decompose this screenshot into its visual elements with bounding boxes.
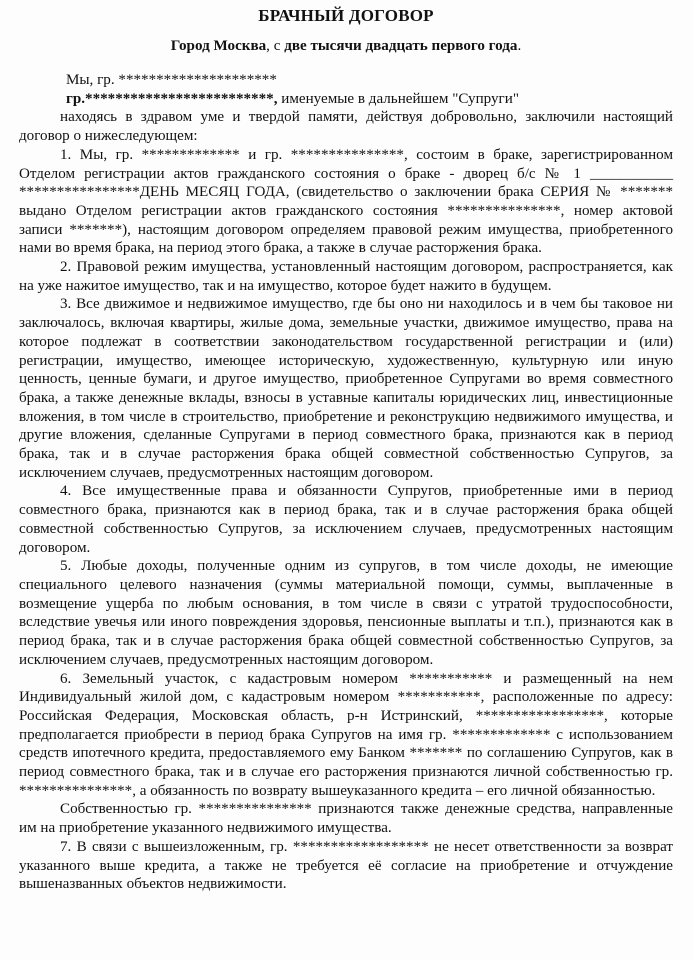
intro-paragraph: находясь в здравом уме и твердой памяти, действуя добровольно, заключили настоящий договор о нижеследующем: [19, 109, 673, 145]
clause-4: 4. Все имущественные права и обязанности Супругов, приобретенные ими в период совместного брака, признаются как в период брака, так и в случае расторжения брака общей совместной собственностью Супругов, за исключением случаев, предусмотренных настоящим договором. [19, 483, 673, 556]
date: две тысячи двадцать первого года [284, 38, 518, 54]
intro-parties-defined: именуемые в дальнейшем "Супруги" [277, 90, 519, 107]
date-end: . [517, 38, 522, 54]
clause-6-addendum: Собственностью гр. *************** признаются также денежные средства, направленные им на приобретение указанного недвижимого имущества. [19, 801, 673, 837]
clause-3: 3. Все движимое и недвижимое имущество, где бы оно ни находилось и в чем бы таковое ни заключалось, включая квартиры, жилые дома, земельные участки, движимое имущество, права на которое подлежат в соответствии законодательством государственной регистрации и (или) регистрации, имущество, имеющее историческую, художественную, культурную или иную ценность, ценные бумаги, и другое имущество, приобретенное Супругами во время совместного брака, а также денежные вклады, взносы в уставные капиталы юридических лиц, инвестиционные вложения, в том числе в строительство, приобретение и реконструкцию недвижимого имущества, и другие вложения, сделанные Супругами в период совместного брака, признаются как в период брака, так и в случае расторжения брака общей совместной собственностью Супругов, за исключением случаев, предусмотренных настоящим договором. [19, 296, 673, 481]
date-separator: , с [266, 38, 285, 54]
document-title: БРАЧНЫЙ ДОГОВОР [258, 6, 434, 25]
clause-2: 2. Правовой режим имущества, установленный настоящим договором, распространяется, как на уже нажитое имущество, так и на имущество, которое будет нажито в будущем. [19, 259, 673, 294]
clause-5: 5. Любые доходы, полученные одним из супругов, в том числе доходы, не имеющие специального целевого назначения (суммы материальной помощи, суммы, выплаченные в возмещение ущерба по любым основания, в том числе в связи с утратой трудоспособности, вследствие увечья или иного повреждения здоровья, пенсионные выплаты и т.п.), признаются как в период брака, так и в случае расторжения брака общей совместной собственностью Супругов, за исключением случаев, предусмотренных настоящим договором. [19, 558, 673, 668]
clause-6: 6. Земельный участок, с кадастровым номером *********** и размещенный на нем Индивидуальный жилой дом, с кадастровым номером ***********, расположенные по адресу: Российская Федерация, Московская область, р-н Истринский, *****************, которые предполагается приобрести в период брака Супругов на имя гр. ************* с использованием средств ипотечного кредита, предоставляемого ему Банком ******* по соглашению Супругов, как в период совместного брака, так и в случае его расторжения признаются личной собственностью гр. ***************, а обязанность по возврату вышеуказанного кредита – его личной обязанностью. [19, 670, 673, 799]
place-date-line [19, 37, 673, 56]
intro-line-2 [19, 90, 673, 109]
clause-7: 7. В связи с вышеизложенным, гр. ****************** не несет ответственности за возврат указанного выше кредита, а также не требуется её согласие на приобретение и отчуждение вышеназванных объектов недвижимости. [19, 838, 673, 893]
clause-1: 1. Мы, гр. ************* и гр. ***************, состоим в браке, зарегистрированном Отделом регистрации актов гражданского состояния о браке - дворец б/с № 1 ___________ ****************ДЕНЬ МЕСЯЦ ГОДА, (свидетельство о заключении брака СЕРИЯ № ******* выдано Отделом регистрации актов гражданского состояния ***************, номер актовой записи *******), настоящим договором определяем правовой режим имущества, приобретенного нами во время брака, на период этого брака, а также в случае расторжения брака. [19, 146, 673, 257]
intro-line-1: Мы, гр. ********************* [66, 72, 277, 88]
intro-party-2: гр.*************************, [66, 90, 278, 107]
city: Город Москва [170, 38, 267, 54]
